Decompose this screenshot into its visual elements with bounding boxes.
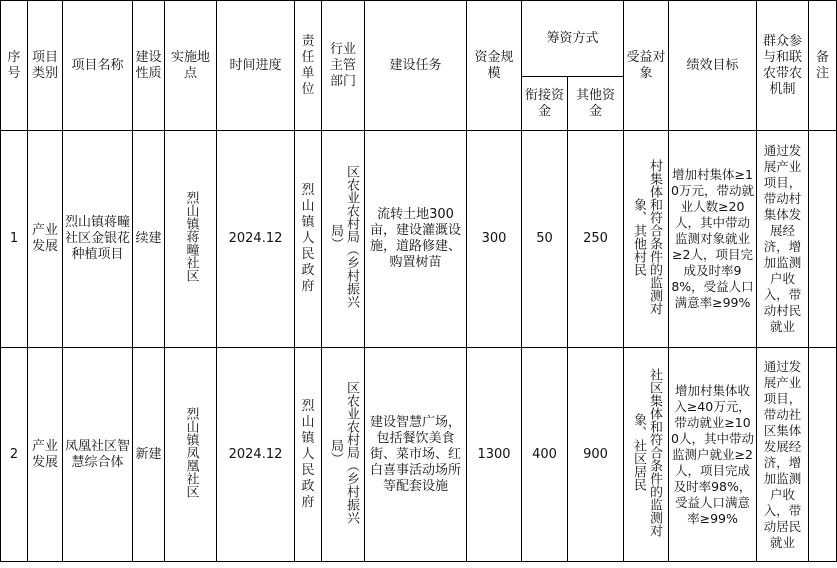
- cell-mechanism: 通过发展产业项目，带动社区集体发展经济，增加监测户收入，带动居民就业: [757, 348, 809, 562]
- cell-category: 产业发展: [28, 348, 63, 562]
- cell-category: 产业发展: [28, 131, 63, 348]
- cell-responsible: 烈山镇人民政府: [295, 131, 322, 348]
- cell-authority: 区农业农村局（乡村振兴局）: [322, 131, 365, 348]
- cell-responsible: 烈山镇人民政府: [295, 348, 322, 562]
- cell-fin-sub2: 900: [568, 348, 624, 562]
- header-fin-sub2: 其他资金: [568, 77, 624, 131]
- cell-nature: 续建: [133, 131, 165, 348]
- cell-seq: 2: [1, 348, 28, 562]
- cell-task: 建设智慧广场，包括餐饮美食街、菜市场、红白喜事活动场所等配套设施: [365, 348, 467, 562]
- cell-fin-sub2: 250: [568, 131, 624, 348]
- header-authority: 行业主管部门: [322, 1, 365, 131]
- cell-schedule: 2024.12: [217, 348, 295, 562]
- cell-mechanism: 通过发展产业项目，带动村集体发展经济，增加监测户收入，带动村民就业: [757, 131, 809, 348]
- table-row: [1, 131, 837, 348]
- table-row: [1, 348, 837, 562]
- header-fin-sub1: 衔接资金: [522, 77, 568, 131]
- cell-funds: 1300: [467, 348, 522, 562]
- cell-funds: 300: [467, 131, 522, 348]
- cell-location: 烈山镇凤凰社区: [165, 348, 217, 562]
- header-seq: 序号: [1, 1, 28, 131]
- cell-schedule: 2024.12: [217, 131, 295, 348]
- header-financing: 筹资方式: [522, 1, 624, 77]
- header-row: [1, 1, 837, 77]
- header-funds: 资金规模: [467, 1, 522, 131]
- header-schedule: 时间进度: [217, 1, 295, 131]
- cell-performance: 增加村集体≥10万元，带动就业人数≥20人，其中带动监测对象就业≥2人，项目完成及时率98%，受益人口满意率≥99%: [669, 131, 757, 348]
- header-mechanism: 群众参与和联农带农机制: [757, 1, 809, 131]
- cell-beneficiary: 社区集体和符合条件的监测对象、社区居民: [624, 348, 669, 562]
- header-performance: 绩效目标: [669, 1, 757, 131]
- header-beneficiary: 受益对象: [624, 1, 669, 131]
- header-responsible: 责任单位: [295, 1, 322, 131]
- cell-fin-sub1: 50: [522, 131, 568, 348]
- cell-authority: 区农业农村局（乡村振兴局）: [322, 348, 365, 562]
- cell-name: 凤凰社区智慧综合体: [63, 348, 133, 562]
- header-nature: 建设性质: [133, 1, 165, 131]
- header-remark: 备注: [809, 1, 837, 131]
- cell-beneficiary: 村集体和符合条件的监测对象、其他村民: [624, 131, 669, 348]
- header-category: 项目类别: [28, 1, 63, 131]
- cell-remark: [809, 348, 837, 562]
- header-name: 项目名称: [63, 1, 133, 131]
- header-task: 建设任务: [365, 1, 467, 131]
- cell-name: 烈山镇蒋疃社区金银花种植项目: [63, 131, 133, 348]
- cell-remark: [809, 131, 837, 348]
- cell-fin-sub1: 400: [522, 348, 568, 562]
- cell-performance: 增加村集体收入≥40万元，带动就业≥100人，其中带动监测户就业≥2人，项目完成及时率98%，受益人口满意率≥99%: [669, 348, 757, 562]
- cell-task: 流转土地300亩，建设灌溉设施，道路修建、购置树苗: [365, 131, 467, 348]
- cell-location: 烈山镇蒋疃社区: [165, 131, 217, 348]
- cell-seq: 1: [1, 131, 28, 348]
- cell-nature: 新建: [133, 348, 165, 562]
- header-location: 实施地点: [165, 1, 217, 131]
